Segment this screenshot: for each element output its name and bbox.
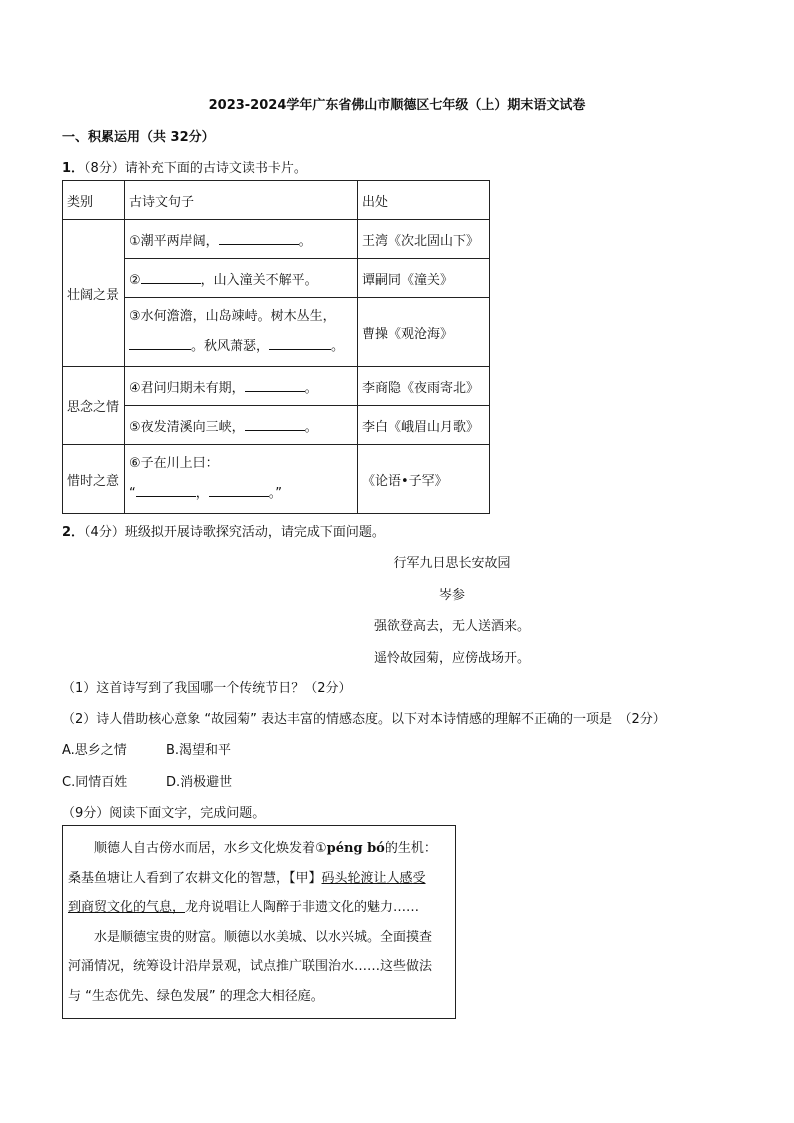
source-cell: 谭嗣同《潼关》 bbox=[358, 259, 490, 298]
source-cell: 《论语•子罕》 bbox=[358, 445, 490, 514]
fill-blank[interactable] bbox=[245, 418, 305, 431]
header-sentence: 古诗文句子 bbox=[125, 181, 358, 220]
category-scenery: 壮阔之景 bbox=[63, 220, 125, 367]
question-text: （8分）请补充下面的古诗文读书卡片。 bbox=[84, 161, 307, 176]
fill-blank[interactable] bbox=[129, 337, 191, 350]
option-b[interactable]: B.渴望和平 bbox=[166, 743, 232, 758]
source-cell: 李商隐《夜雨寄北》 bbox=[358, 367, 490, 406]
sentence-cell: ④君问归期未有期， 。 bbox=[125, 367, 358, 406]
source-cell: 曹操《观沧海》 bbox=[358, 298, 490, 367]
fill-blank[interactable] bbox=[219, 232, 299, 245]
poem-line: 遥怜故园菊，应傍战场开。 bbox=[373, 651, 530, 666]
category-time: 惜时之意 bbox=[63, 445, 125, 514]
exam-title: 2023-2024学年广东省佛山市顺德区七年级（上）期末语文试卷 bbox=[208, 98, 586, 113]
sentence-cell: ② ，山入潼关不解平。 bbox=[125, 259, 358, 298]
underlined-sentence: 码头轮渡让人感受 bbox=[321, 870, 426, 886]
fill-blank[interactable] bbox=[136, 484, 196, 497]
poetry-card-table bbox=[62, 180, 490, 514]
question-3-prompt: （9分）阅读下面文字，完成问题。 bbox=[62, 806, 266, 821]
category-longing: 思念之情 bbox=[63, 367, 125, 445]
poem-line: 强欲登高去，无人送酒来。 bbox=[373, 619, 530, 634]
source-cell: 李白《峨眉山月歌》 bbox=[358, 406, 490, 445]
header-category: 类别 bbox=[63, 181, 125, 220]
fill-blank[interactable] bbox=[245, 379, 305, 392]
poem-author: 岑参 bbox=[438, 588, 465, 603]
options-row bbox=[62, 771, 232, 790]
passage-paragraph-2: 水是顺德宝贵的财富。顺德以水美城、以水兴城。全面摸查 bbox=[94, 929, 433, 945]
fill-blank[interactable] bbox=[269, 337, 331, 350]
section-heading: 一、积累运用（共 32分） bbox=[62, 130, 215, 145]
sentence-cell: ①潮平两岸阔， 。 bbox=[125, 220, 358, 259]
source-cell: 王湾《次北固山下》 bbox=[358, 220, 490, 259]
option-d[interactable]: D.消极避世 bbox=[166, 775, 233, 790]
options-row bbox=[62, 739, 231, 758]
question-text: （4分）班级拟开展诗歌探究活动，请完成下面问题。 bbox=[84, 525, 385, 540]
passage-paragraph-1: 顺德人自古傍水而居，水乡文化焕发着①péng bó的生机： bbox=[94, 841, 437, 856]
question-number: 1． bbox=[62, 161, 85, 176]
sub-question-2: （2）诗人借助核心意象 “故园菊” 表达丰富的情感态度。以下对本诗情感的理解不正确的一项是 （2分） bbox=[62, 712, 666, 727]
poem-title: 行军九日思长安故园 bbox=[393, 556, 511, 571]
pinyin-annotation: péng bó bbox=[326, 841, 385, 856]
question-1-prompt bbox=[62, 157, 307, 176]
reading-passage: 顺德人自古傍水而居，水乡文化焕发着①péng bó的生机： 桑基鱼塘让人看到了农耕文化的智慧，【甲】码头轮渡让人感受 到商贸文化的气息，龙舟说唱让人陶醉于非遗文化的魅力…… 水是顺德宝贵的财富。顺德以水美城、以水兴城。全面摸查 河涌情况，统筹设计沿岸景观，试点推广联围治水……这些做法 与 “生态优先、绿色发展” 的理念大相径庭。 bbox=[62, 825, 456, 1019]
underlined-sentence: 到商贸文化的气息， bbox=[68, 900, 186, 915]
sentence-cell: ⑤夜发清溪向三峡， 。 bbox=[125, 406, 358, 445]
option-c[interactable]: C.同情百姓 bbox=[62, 775, 128, 790]
sentence-cell: ⑥子在川上曰： “ ， 。” bbox=[125, 445, 358, 514]
question-2-prompt bbox=[62, 521, 385, 540]
sub-question-1: （1）这首诗写到了我国哪一个传统节日？（2分） bbox=[62, 681, 352, 696]
fill-blank[interactable] bbox=[209, 484, 269, 497]
question-number: 2． bbox=[62, 525, 85, 540]
option-a[interactable]: A.思乡之情 bbox=[62, 743, 127, 758]
header-source: 出处 bbox=[358, 181, 490, 220]
fill-blank[interactable] bbox=[141, 271, 201, 284]
sentence-cell: ③水何澹澹，山岛竦峙。树木丛生， 。秋风萧瑟， 。 bbox=[125, 298, 358, 367]
